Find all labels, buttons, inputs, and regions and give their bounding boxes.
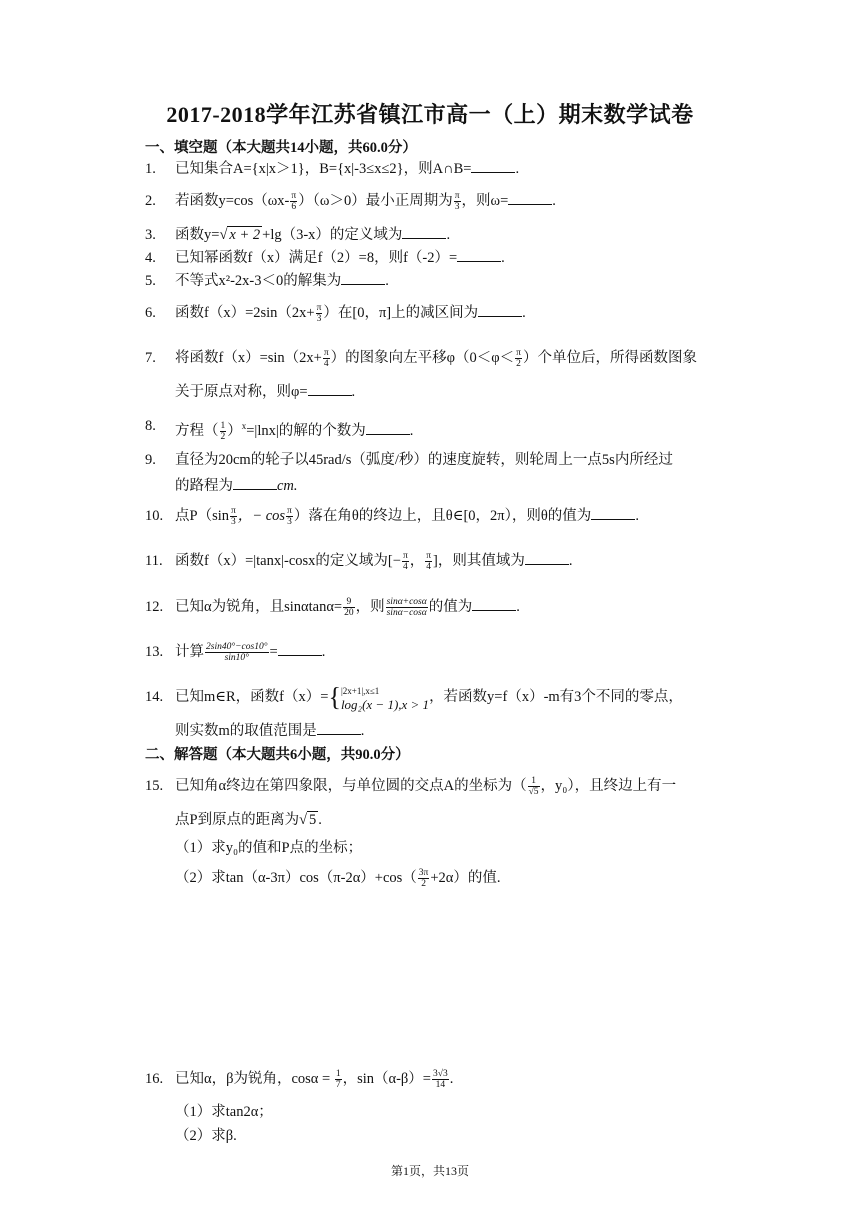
fraction: $\frac{\sin\alpha+\cos\alpha}{\sin\alpha-\cos\alpha}$ [386,597,427,619]
question-15-cont: 点P到原点的距离为√ 5 . [175,812,322,828]
fraction: $\frac{3√3}{14}$ [432,1069,448,1091]
answer-blank [233,475,277,490]
question-14-cont: 则实数m的取值范围是 . [145,718,720,744]
fraction: $\frac{\pi}{3}$ [287,506,292,528]
fraction: $\frac{1}{2}$ [220,421,226,442]
q16-part-1: （1）求tan2α； [175,1104,273,1120]
question-15: 15. 已知角α终边在第四象限，与单位圆的交点A的坐标为（ $\frac{1}{√5}$ ，y₀），且终边上有一 [145,776,677,798]
answer-blank [508,190,552,205]
question-1: 1. 已知集合A={x|x＞1}，B={x|-3≤x≤2}，则A∩B= . [145,156,720,182]
fraction: $\frac{\pi}{6}$ [291,191,297,213]
answer-blank [457,247,501,262]
question-8: 8. 方程（ $\frac{1}{2}$ ）$^x$=|lnx|的解的个数为 . [145,418,414,442]
answer-blank [317,720,361,735]
q16-part-2: （2）求β. [175,1128,237,1144]
question-2: 2. 若函数y=cos（ωx- $\frac{\pi}{6}$ ）（ω＞0）最小正周期为 $\frac{\pi}{3}$ ，则ω= . [145,191,556,213]
question-9: 9. 直径为20cm的轮子以45rad/s（弧度/秒）的速度旋转，则轮周上一点5s内所经过 的路程为 cm. [145,452,673,494]
fraction: $\frac{\pi}{4}$ [402,551,408,573]
fraction: $\frac{\pi}{3}$ [316,303,322,325]
question-12: 12. 已知α为锐角，且sinαtanα= $\frac{9}{20}$ ，则 $\frac{\sin\alpha+\cos\alpha}{\sin\alpha-\cos\alpha}$ 的值为 . [145,597,520,619]
question-7-cont: 关于原点对称，则φ= . [145,379,720,405]
answer-blank [472,596,516,611]
section-fill-in: 一、填空题（本大题共14小题，共60.0分） [145,140,417,156]
page-footer: 第1页，共13页 [390,1164,469,1178]
fraction: $\frac{\pi}{4}$ [426,551,432,573]
question-11: 11. 函数f（x）=|tanx|-cosx的定义域为[− $\frac{\pi}{4}$ ， $\frac{\pi}{4}$ ]，则其值域为 . [145,551,573,573]
question-13: 13. 计算 $\frac{2\sin 40^\circ-\cos 10^\circ}{\sin 10^\circ}$ = . [145,642,326,664]
fraction: $\frac{\pi}{3}$ [231,506,236,528]
question-10: 10. 点P（sin $\frac{\pi}{3}$ ，− cos $\frac{\pi}{3}$ ）落在角θ的终边上，且θ∈[0，2π），则θ的值为 . [145,506,639,528]
answer-blank [525,550,569,565]
answer-blank [278,641,322,656]
q15-part-2: （2）求tan（α-3π）cos（π-2α）+cos（ $\frac{3\pi}{2}$ +2α）的值. [175,868,501,890]
answer-blank [308,381,352,396]
answer-blank [402,224,446,239]
answer-blank [366,420,410,435]
fraction: $\frac{3\pi}{2}$ [418,868,429,890]
question-14: 14. 已知m∈R，函数f（x）={ |2x+1|,x≤1 log₂(x − 1),x > 1 ，若函数y=f（x）-m有3个不同的零点， [145,682,683,712]
fraction: $\frac{\pi}{3}$ [454,191,460,213]
q15-part-1: （1）求y₀的值和P点的坐标； [175,840,363,856]
answer-blank [591,505,635,520]
question-5: 5. 不等式x²-2x-3＜0的解集为 . [145,268,720,294]
fraction: $\frac{1}{7}$ [335,1069,341,1091]
question-7: 7. 将函数f（x）=sin（2x+ $\frac{\pi}{4}$ ）的图象向左平移φ（0＜φ＜ $\frac{\pi}{2}$ ）个单位后，所得函数图象 [145,348,697,370]
page-title: 2017-2018学年江苏省镇江市高一（上）期末数学试卷 [166,102,694,127]
fraction: $\frac{2\sin 40^\circ-\cos 10^\circ}{\sin 10^\circ}$ [206,642,268,664]
section-solution: 二、解答题（本大题共6小题，共90.0分） [145,747,410,763]
question-4: 4. 已知幂函数f（x）满足f（2）=8，则f（-2）= . [145,245,720,271]
fraction: $\frac{\pi}{4}$ [323,348,329,370]
question-6: 6. 函数f（x）=2sin（2x+ $\frac{\pi}{3}$ ）在[0，π]上的减区间为 . [145,303,526,325]
fraction: $\frac{9}{20}$ [344,597,354,619]
piecewise-function: |2x+1|,x≤1 log₂(x − 1),x > 1 [340,685,430,712]
question-3: 3. 函数y=√ x + 2 +lg（3-x）的定义域为 . [145,222,720,248]
answer-blank [341,270,385,285]
fraction: $\frac{1}{√5}$ [528,776,539,798]
answer-blank [478,302,522,317]
fraction: $\frac{\pi}{2}$ [516,348,521,370]
answer-blank [471,158,515,173]
question-16: 16. 已知α，β为锐角，cosα = $\frac{1}{7}$ ，sin（α-β）= $\frac{3√3}{14}$ . [145,1069,454,1091]
piecewise-brace: { [328,682,341,712]
